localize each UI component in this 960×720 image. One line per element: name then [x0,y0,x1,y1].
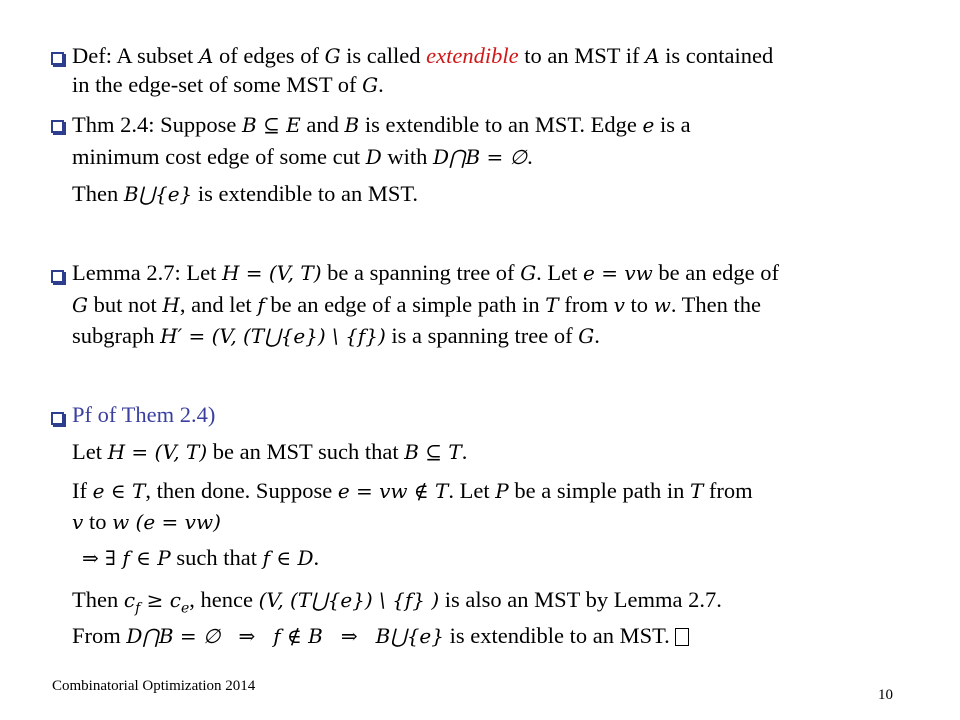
implies-arrow: ⇒ [340,624,358,648]
implies-arrow: ⇒ [238,624,256,648]
thm-label: Thm 2.4: [72,112,155,137]
lemma-label: Lemma 2.7: [72,260,181,285]
lemma-line-2: G but not H, and let f be an edge of a simple path in T from v to w. Then the [72,292,761,317]
bullet-thm [51,120,64,133]
thm-line-2: minimum cost edge of some cut D with D⋂B = ∅. [72,144,533,169]
proof-label: Pf of Them 2.4) [72,402,216,427]
qed-box-icon [675,628,689,646]
proof-line-2: If e ∈ T, then done. Suppose e = vw ∉ T. Let P be a simple path in T from [72,478,753,503]
proof-line-3: v to w (e = vw) [72,509,221,534]
proof-line-6: From D⋂B = ∅ ⇒ f ∉ B ⇒ B⋃{e} is extendible to an MST. [72,621,689,651]
extendible-term: extendible [426,43,519,68]
def-line-1: Def: A subset A of edges of G is called extendible to an MST if A is contained [72,43,774,68]
lemma-line-3: subgraph H′ = (V, (T⋃{e}) \ {f}) is a spanning tree of G. [72,323,600,348]
thm-line-1: Thm 2.4: Suppose B ⊆ E and B is extendible to an MST. Edge e is a [72,112,691,137]
bullet-def [51,52,64,65]
def-line-2: in the edge-set of some MST of G. [72,72,384,97]
lemma-line-1: Lemma 2.7: Let H = (V, T) be a spanning tree of G. Let e = vw be an edge of [72,260,779,285]
proof-line-5: Then $c_f \ge c_e$, hence (V, (T⋃{e}) \ {f} ) is also an MST by Lemma 2.7. [72,587,722,617]
page-number: 10 [878,687,893,703]
implies-arrow: ⇒ [82,546,99,570]
footer-course: Combinatorial Optimization 2014 [52,678,256,694]
bullet-lemma [51,270,64,283]
proof-line-1: Let H = (V, T) be an MST such that B ⊆ T. [72,439,468,464]
bullet-proof [51,412,64,425]
def-label: Def: [72,43,112,68]
proof-line-4: ⇒ ∃ f ∈ P such that f ∈ D. [82,545,320,570]
thm-line-3: Then B⋃{e} is extendible to an MST. [72,181,419,206]
